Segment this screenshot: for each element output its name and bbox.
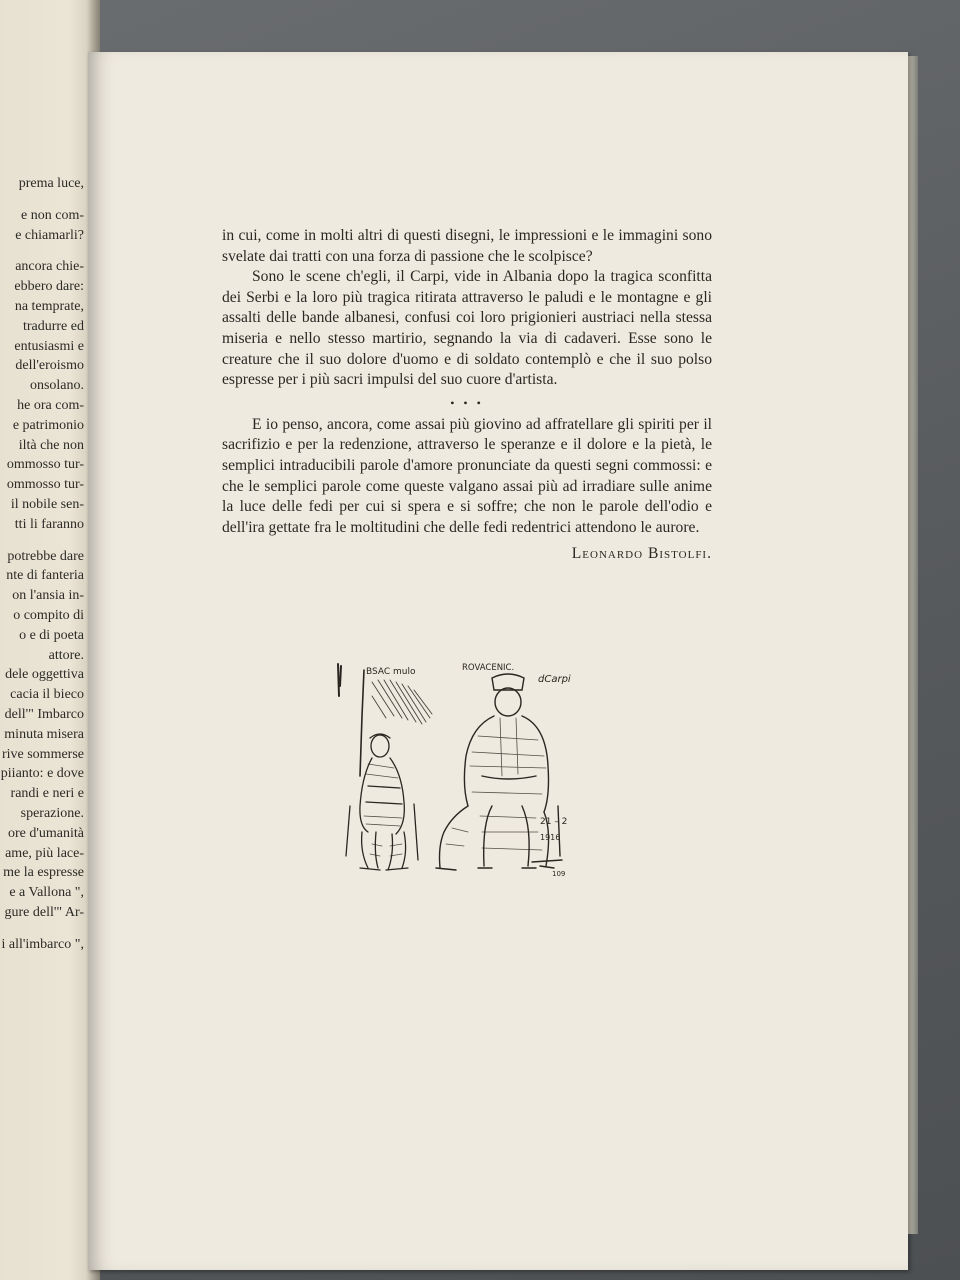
left-page-line: iltà che non [18, 437, 84, 453]
left-page-line: e patrimonio [12, 417, 84, 433]
left-page-line: o compito di [13, 607, 84, 623]
drawing-date-day: 21 – 2 [540, 817, 568, 827]
left-page-line: ame, più lace- [5, 845, 84, 861]
left-page-line [0, 535, 96, 547]
left-page-line: tti li faranno [14, 516, 84, 532]
left-page-line: prema luce, [18, 176, 84, 191]
left-page-line: il nobile sen- [10, 496, 84, 512]
left-page-line: e a Vallona ", [9, 885, 84, 901]
left-page-line: i all'imbarco ", [1, 936, 84, 952]
left-page-line: nte di fanteria [6, 568, 84, 584]
left-page-line: randi e neri e [10, 786, 84, 802]
paragraph-3: E io penso, ancora, come assai più giovino ad affratellare gli spiriti per il sacrifizio e per la redenzione, attraverso le speranze e il dolore e la pietà, le semplici intraducibili parole d'amore pronunciate da questi segni commossi: e che le semplici parole come queste valgano assai più ad irradiare sulle anime la luce delle fedi per cui si spera e si soffre; che non le parole dell'odio e dell'ira gettate fra le moltitudini che delle fedi redentrici attendono le aurore. [222, 415, 712, 536]
left-page-line: ommosso tur- [6, 477, 84, 493]
left-page-line: dell'eroismo [15, 358, 84, 374]
author-signature: Leonardo Bistolfi. [571, 545, 712, 563]
left-page-text [0, 174, 96, 954]
page-edge [908, 56, 918, 1234]
sketch-illustration [332, 656, 580, 888]
paragraph-1: in cui, come in molti altri di questi disegni, le impressioni e le immagini sono svelate dai tratti con una forza di passione che le scolpisce? [222, 227, 712, 265]
drawing-number: 109 [552, 870, 566, 878]
drawing-artist-signature: dCarpi [538, 674, 571, 685]
left-page-line: entusiasmi e [14, 338, 84, 354]
section-separator: • • • [450, 395, 484, 410]
left-page-line: potrebbe dare [7, 548, 84, 564]
left-page-line: o e di poeta [19, 627, 84, 643]
left-page-line: sperazione. [20, 805, 84, 821]
left-page-line: na temprate, [14, 298, 84, 314]
left-page-line: on l'ansia in- [12, 588, 84, 604]
left-page-line: e chiamarli? [15, 227, 84, 243]
left-page-line: me la espresse [3, 865, 84, 881]
left-page-line: gure dell'" Ar- [4, 904, 84, 920]
left-page-line: e non com- [21, 207, 84, 223]
left-page-line: he ora com- [17, 397, 84, 413]
left-facing-page [0, 0, 100, 1280]
left-page-line: dell'" Imbarco [4, 706, 84, 722]
drawing-label-right: ROVACENIC. [462, 663, 515, 673]
left-page-line: ebbero dare: [14, 279, 84, 295]
sketch-two-soldiers-seated [332, 656, 580, 888]
left-page-line: onsolano. [29, 378, 84, 394]
left-page-line: ore d'umanità [8, 825, 84, 841]
left-page-line [0, 245, 96, 257]
left-page-line: cacia il bieco [10, 687, 84, 703]
left-page-line: tradurre ed [22, 318, 84, 334]
left-page-line: ancora chie- [15, 259, 84, 275]
left-page-line: dele oggettiva [5, 667, 84, 683]
left-page-line [0, 194, 96, 206]
left-page-line: piianto: e dove [0, 766, 84, 782]
left-page-line: minuta misera [4, 726, 84, 742]
article-text [222, 226, 712, 565]
drawing-date-year: 1916 [540, 833, 561, 842]
left-page-line: ommosso tur- [6, 457, 84, 473]
paragraph-2: Sono le scene ch'egli, il Carpi, vide in Albania dopo la tragica sconfitta dei Serbi e la loro più tragica ritirata attraverso le paludi e le montagne e gli assalti delle bande albanesi, confusi coi loro prigionieri austriaci nella stessa miseria e nello stesso martirio, segnando la via di cadaveri. Esse sono le creature che il suo dolore d'uomo e di soldato contemplò e che il suo polso espresse per i più sacri impulsi del suo cuore d'artista. [222, 268, 712, 389]
drawing-label-left: BSAC mulo [366, 667, 416, 677]
left-page-line: attore. [48, 647, 84, 663]
left-page-line: rive sommerse [1, 746, 84, 762]
left-page-line [0, 923, 96, 935]
